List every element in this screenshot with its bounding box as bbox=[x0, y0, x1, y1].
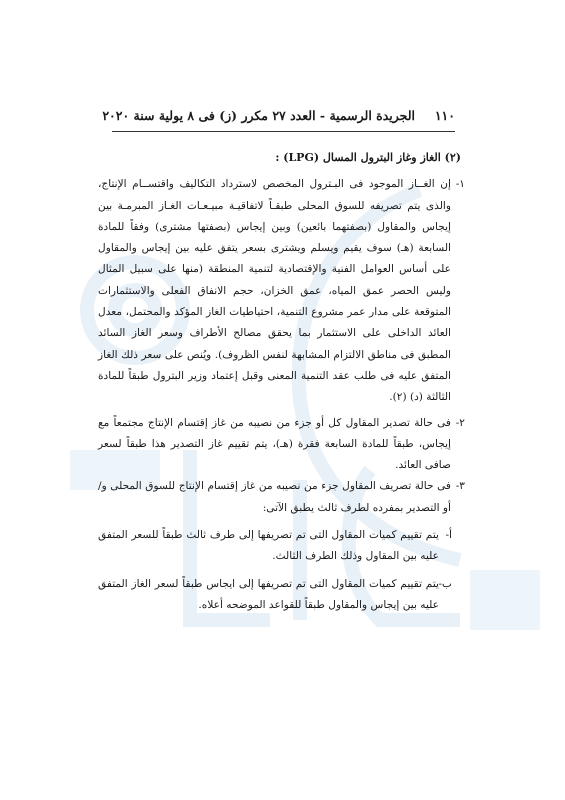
list-item bbox=[98, 476, 465, 519]
page-header bbox=[102, 108, 455, 126]
sub-item-text: يتم تقييم كميات المقاول التى تم تصريفها إلى طرف ثالث طبقاً للسعر المتفق عليه بين المقاول وذلك الطرف الثالث. bbox=[98, 529, 439, 563]
header-rule bbox=[112, 131, 455, 132]
sub-list-item bbox=[98, 574, 465, 617]
item-marker: ٢- bbox=[455, 416, 465, 429]
item-text: فى حالة تصريف المقاول جزء من نصيبه من غاز إقتسام الإنتاج للسوق المحلى و/أو التصدير بمفرده لطرف ثالث يطبق الآتى: bbox=[98, 480, 451, 514]
sub-item-marker: ب- bbox=[438, 577, 452, 590]
page-number: ١١٠ bbox=[434, 108, 455, 123]
gazette-title: الجريدة الرسمية - العدد ٢٧ مكرر (ز) فى ٨ يولية سنة ٢٠٢٠ bbox=[102, 108, 415, 123]
list-item bbox=[98, 174, 465, 408]
sub-item-text: يتم تقييم كميات المقاول التى تم تصريفها إلى ايجاس طبقاً لسعر الغاز المتفق عليه بين إيجاس والمقاول طبقاً للقواعد الموضحه أعلاه. bbox=[98, 577, 439, 611]
sub-list-item bbox=[98, 525, 465, 568]
item-marker: ١- bbox=[455, 178, 465, 191]
section-title: (٢) الغاز وغاز البترول المسال (LPG) : bbox=[275, 151, 461, 164]
document-body bbox=[98, 147, 465, 616]
item-text: إن الغــاز الموجود فى البـترول المخصص لاسترداد التكاليف واقتســام الإنتاج، والذى يتم تصريفه للسوق المحلى طبقـاً لاتفاقيـة مبيـعـات الغـاز المبرمـة بين إيجاس والمقاول (بصفتهما بائعين) وبين إيجاس (بصفتها مشترى) وفقاً للمادة السابعة (هـ) سوف يقيم ويسلم ويشترى بسعر يتفق عليه بين إيجاس والمقاول على أساس العوامل الفنية والإقتصادية لتنمية المنطقة (منها على سبيل المثال وليس الحصر عمق المياه، عمق الخزان، حجم الانفاق الفعلى والاستثمارات المتوقعة على مدار عمر مشروع التنمية، احتياطيات الغاز المؤكد والمحتمل، معدل العائد الداخلى على الاستثمار بما يحقق مصالح الأطراف وسعر الغاز السائد المطبق فى مناطق الالتزام المشابهة لنفس الظروف). ويُنص على سعر ذلك الغاز المتفق عليه فى طلب عقد التنمية المعنى وقبل إعتماد وزير البترول طبقاً للمادة الثالثة (د) (٢). bbox=[98, 178, 451, 404]
list-item bbox=[98, 413, 465, 477]
sub-item-marker: أ- bbox=[445, 529, 452, 542]
item-marker: ٣- bbox=[455, 480, 465, 493]
item-text: فى حالة تصدير المقاول كل أو جزء من نصيبه من غاز إقتسام الإنتاج مجتمعاً مع إيجاس، طبقاً للمادة السابعة فقرة (هـ)، يتم تقييم غاز التصدير هذا طبقاً لسعر صافى العائد. bbox=[98, 416, 451, 472]
